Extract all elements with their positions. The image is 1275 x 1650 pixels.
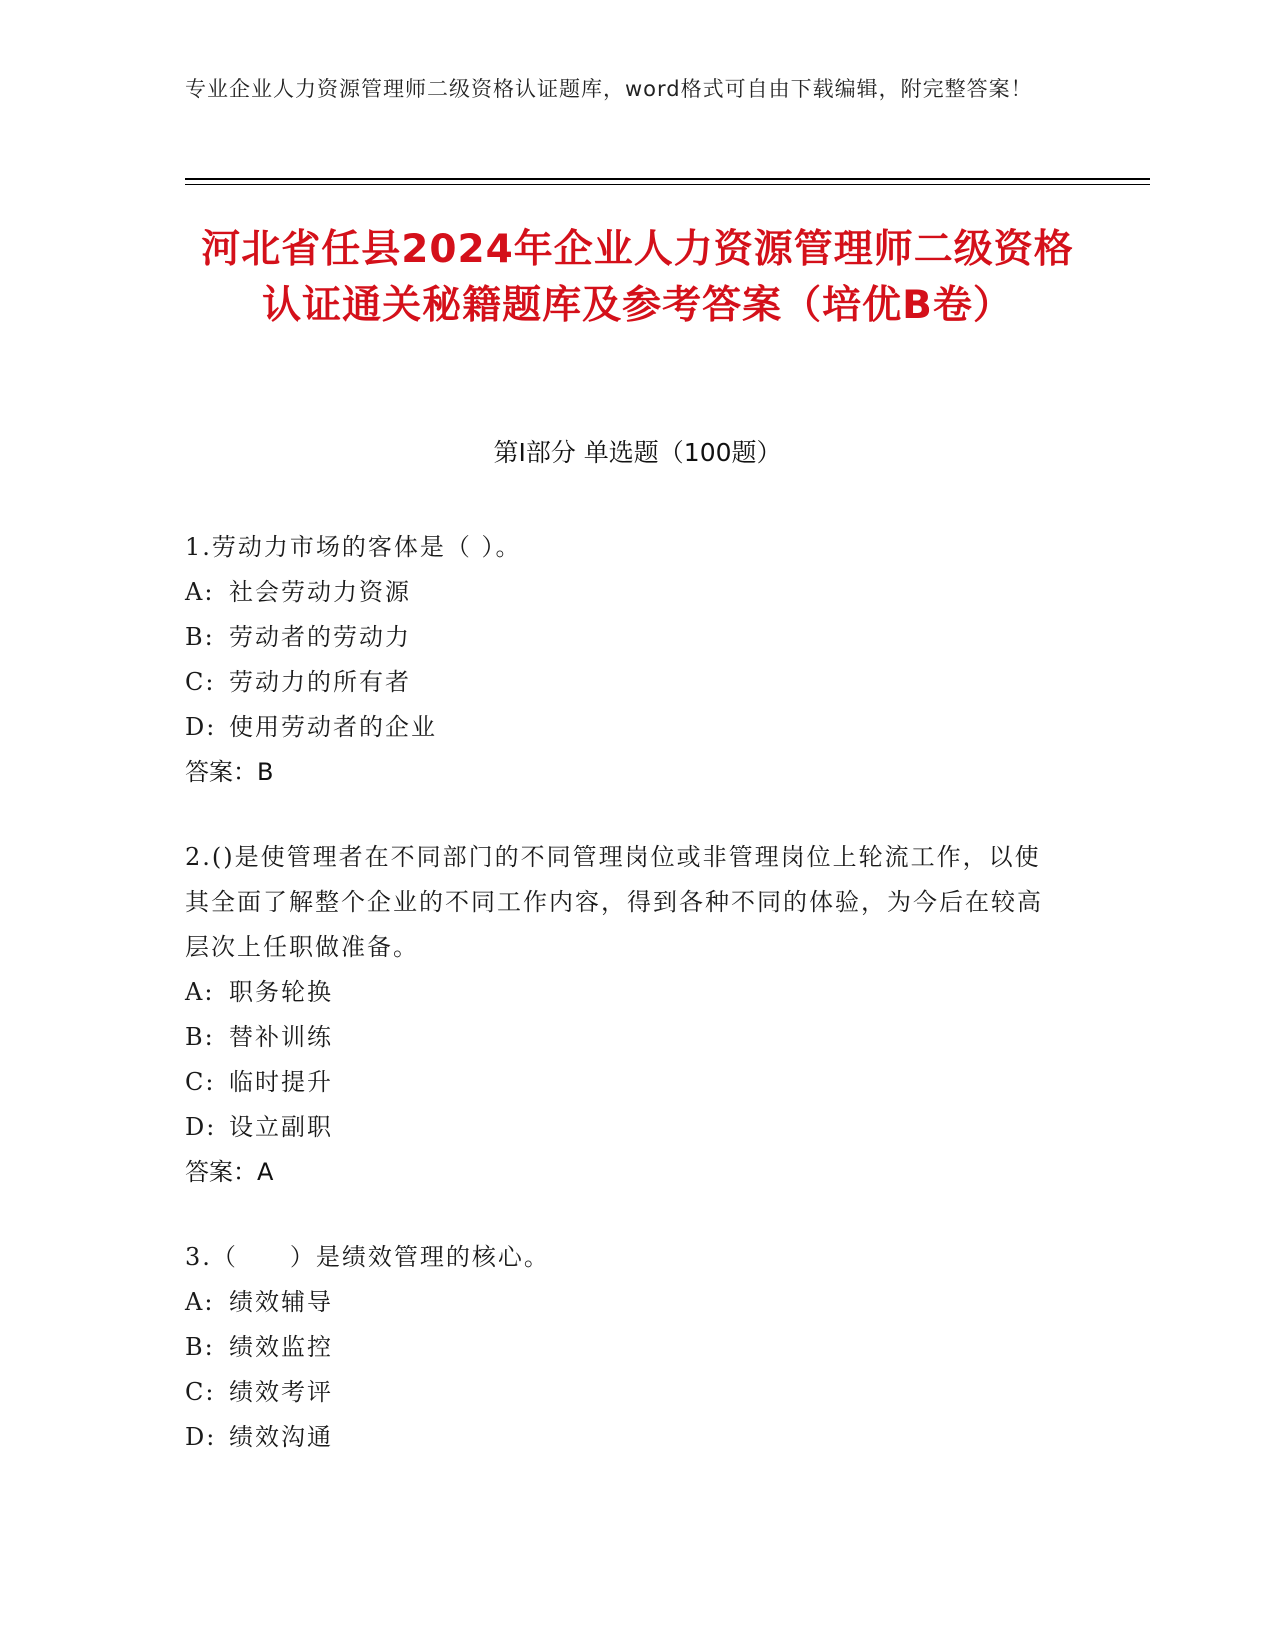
option-c (185, 660, 1065, 705)
option-c (185, 1060, 1065, 1105)
option-a (185, 1280, 1065, 1325)
question-item (185, 1235, 1065, 1460)
question-stem: 2.()是使管理者在不同部门的不同管理岗位或非管理岗位上轮流工作，以使其全面了解整个企业的不同工作内容，得到各种不同的体验，为今后在较高层次上任职做准备。 (185, 843, 1043, 961)
option-key: C: (185, 668, 216, 696)
option-text: 替补训练 (229, 1023, 333, 1051)
option-text: 绩效辅导 (229, 1288, 333, 1316)
option-text: 使用劳动者的企业 (229, 713, 437, 741)
option-text: 劳动力的所有者 (229, 668, 411, 696)
option-key: C: (185, 1378, 216, 1406)
option-a (185, 570, 1065, 615)
option-text: 绩效监控 (229, 1333, 333, 1361)
option-text: 职务轮换 (229, 978, 333, 1006)
option-key: D: (185, 713, 217, 741)
option-text: 临时提升 (229, 1068, 333, 1096)
option-d (185, 705, 1065, 750)
question-item (185, 525, 1065, 795)
answer-line: 答案：B (185, 758, 274, 786)
option-text: 社会劳动力资源 (229, 578, 411, 606)
option-b (185, 1325, 1065, 1370)
option-c (185, 1370, 1065, 1415)
option-key: A: (185, 978, 215, 1006)
option-key: B: (185, 1333, 215, 1361)
option-text: 设立副职 (229, 1113, 333, 1141)
option-key: A: (185, 578, 215, 606)
option-d (185, 1105, 1065, 1150)
question-stem: 3.（ ）是绩效管理的核心。 (185, 1243, 550, 1271)
option-key: A: (185, 1288, 215, 1316)
question-stem: 1.劳动力市场的客体是（ ）。 (185, 533, 522, 561)
header-note: 专业企业人力资源管理师二级资格认证题库，word格式可自由下载编辑，附完整答案！ (185, 77, 1033, 101)
option-key: D: (185, 1113, 217, 1141)
option-key: B: (185, 1023, 215, 1051)
option-text: 绩效沟通 (229, 1423, 333, 1451)
header-divider-thick (185, 178, 1150, 180)
option-text: 绩效考评 (229, 1378, 333, 1406)
option-text: 劳动者的劳动力 (229, 623, 411, 651)
answer-line: 答案：A (185, 1158, 274, 1186)
option-key: C: (185, 1068, 216, 1096)
header-divider-thin (185, 184, 1150, 185)
option-d (185, 1415, 1065, 1460)
option-b (185, 615, 1065, 660)
section-title: 第I部分 单选题（100题） (493, 438, 782, 467)
question-list (185, 525, 1065, 1500)
document-title: 河北省任县2024年企业人力资源管理师二级资格认证通关秘籍题库及参考答案（培优B卷） (201, 227, 1074, 328)
question-item (185, 835, 1065, 1195)
option-b (185, 1015, 1065, 1060)
option-key: D: (185, 1423, 217, 1451)
option-a (185, 970, 1065, 1015)
option-key: B: (185, 623, 215, 651)
